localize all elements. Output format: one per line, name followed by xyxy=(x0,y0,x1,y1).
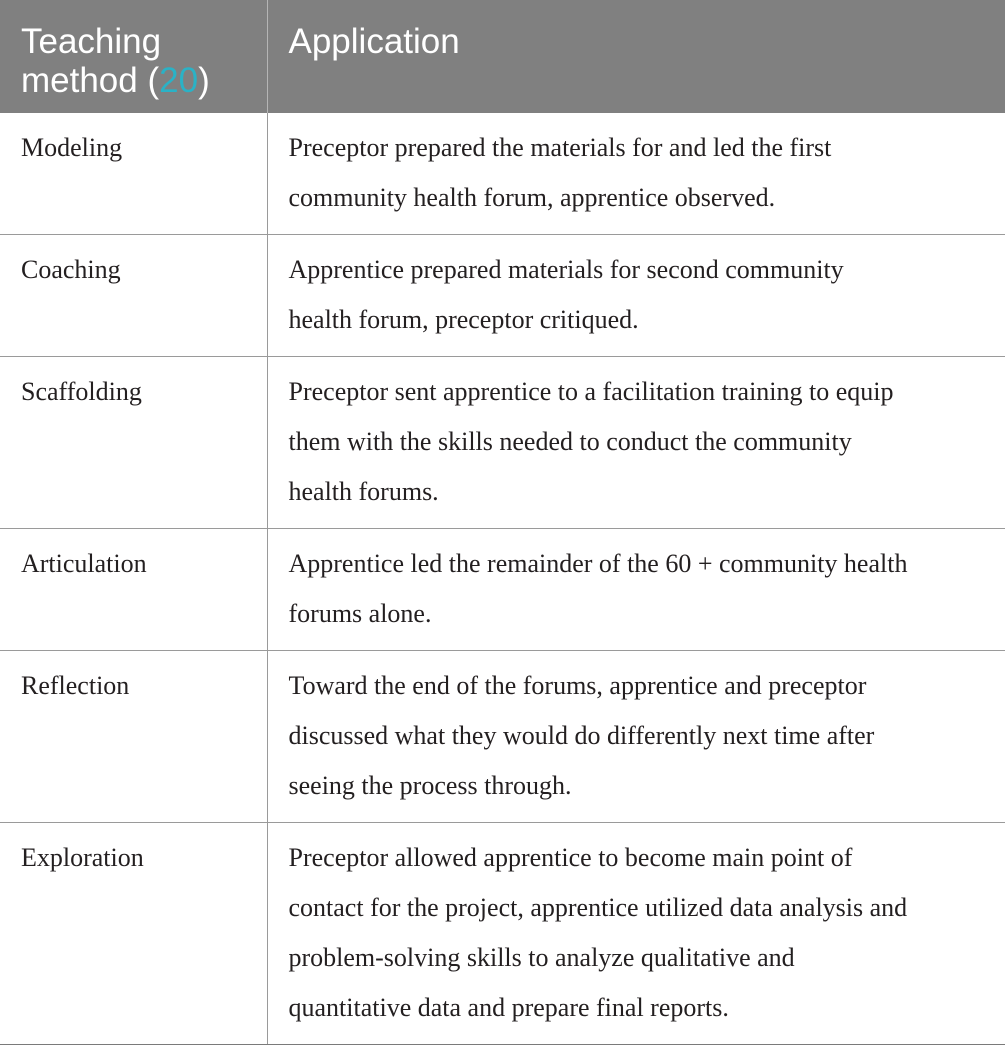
method-cell: Exploration xyxy=(0,823,267,1045)
method-cell: Modeling xyxy=(0,113,267,235)
application-line: discussed what they would do differently next time after xyxy=(288,721,875,750)
table-row xyxy=(0,529,1005,651)
application-cell xyxy=(267,235,1005,357)
application-cell xyxy=(267,529,1005,651)
table-row xyxy=(0,651,1005,823)
header-teaching-method-close: ) xyxy=(198,61,210,100)
application-line: Preceptor sent apprentice to a facilitation training to equip xyxy=(288,377,894,406)
header-teaching-method xyxy=(0,0,267,113)
table-row xyxy=(0,823,1005,1045)
application-line: Preceptor prepared the materials for and led the first xyxy=(288,133,832,162)
application-line: community health forum, apprentice observed. xyxy=(288,183,776,212)
application-line: Apprentice prepared materials for second community xyxy=(288,255,844,284)
method-cell: Scaffolding xyxy=(0,357,267,529)
application-line: Toward the end of the forums, apprentice and preceptor xyxy=(288,671,867,700)
header-row xyxy=(0,0,1005,113)
header-teaching-method-line2: method ( xyxy=(21,61,160,100)
application-line: contact for the project, apprentice utilized data analysis and xyxy=(288,893,908,922)
table-header xyxy=(0,0,1005,113)
application-line: them with the skills needed to conduct the community xyxy=(288,427,852,456)
header-application: Application xyxy=(267,0,1005,113)
reference-link[interactable]: 20 xyxy=(159,61,199,100)
application-line: forums alone. xyxy=(288,599,432,628)
application-line: Preceptor allowed apprentice to become main point of xyxy=(288,843,853,872)
table-row xyxy=(0,235,1005,357)
application-line: Apprentice led the remainder of the 60 + community health xyxy=(288,549,908,578)
application-cell xyxy=(267,113,1005,235)
table-row xyxy=(0,113,1005,235)
application-line: seeing the process through. xyxy=(288,771,572,800)
application-line: health forums. xyxy=(288,477,439,506)
application-line: problem-solving skills to analyze qualitative and xyxy=(288,943,795,972)
header-teaching-method-line1: Teaching xyxy=(21,22,162,61)
application-cell xyxy=(267,823,1005,1045)
application-cell xyxy=(267,651,1005,823)
application-line: health forum, preceptor critiqued. xyxy=(288,305,639,334)
method-cell: Articulation xyxy=(0,529,267,651)
application-line: quantitative data and prepare final reports. xyxy=(288,993,729,1022)
table-body xyxy=(0,113,1005,1045)
application-cell xyxy=(267,357,1005,529)
method-cell: Coaching xyxy=(0,235,267,357)
table-row xyxy=(0,357,1005,529)
method-cell: Reflection xyxy=(0,651,267,823)
